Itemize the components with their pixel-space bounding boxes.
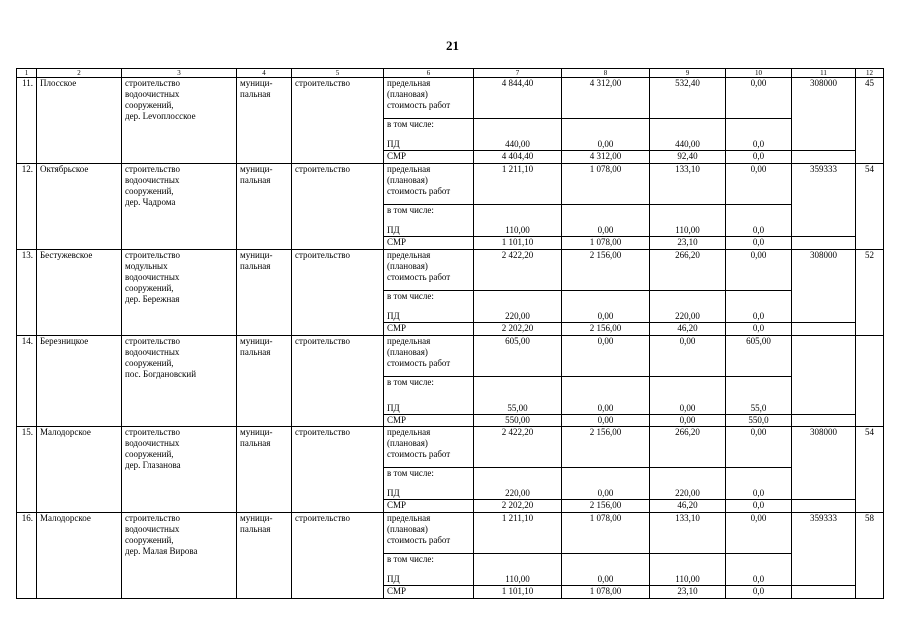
settlement-name: Плосское: [37, 78, 122, 164]
smr-value: 46,20: [650, 500, 726, 513]
work-type-label: строительство: [292, 513, 384, 599]
col11-empty: [792, 323, 856, 336]
column-number: 10: [726, 69, 792, 78]
ownership-label: муници- пальная: [237, 164, 292, 250]
row-number: 11.: [17, 78, 37, 164]
limit-cost-label: предельная (плановая) стоимость работ: [384, 78, 474, 119]
table-row: [17, 78, 884, 119]
total-value: 266,20: [650, 250, 726, 291]
total-value: 2 422,20: [474, 250, 562, 291]
limit-cost-label: предельная (плановая) стоимость работ: [384, 336, 474, 377]
column-number-row: [17, 69, 884, 78]
total-value: 0,00: [726, 250, 792, 291]
col12-value: [856, 336, 884, 427]
total-value: 0,00: [562, 336, 650, 377]
ownership-label: муници- пальная: [237, 427, 292, 513]
pd-value: 220,00: [474, 468, 562, 500]
total-value: 133,10: [650, 513, 726, 554]
pd-value: 0,0: [726, 119, 792, 151]
column-number: 2: [37, 69, 122, 78]
work-type-label: строительство: [292, 78, 384, 164]
limit-cost-label: предельная (плановая) стоимость работ: [384, 164, 474, 205]
work-type-label: строительство: [292, 164, 384, 250]
ownership-label: муници- пальная: [237, 250, 292, 336]
including-label: в том числе:: [384, 468, 474, 486]
column-number: 5: [292, 69, 384, 78]
smr-value: 4 312,00: [562, 151, 650, 164]
smr-label: СМР: [384, 586, 474, 599]
object-description: строительство водоочистных сооружений, дер. Малая Вирова: [122, 513, 237, 599]
ownership-label: муници- пальная: [237, 513, 292, 599]
pd-value: 0,0: [726, 291, 792, 323]
smr-value: 0,00: [650, 415, 726, 427]
table-row: [17, 250, 884, 291]
pd-value: 0,00: [562, 468, 650, 500]
pd-value: 0,0: [726, 468, 792, 500]
column-number: 4: [237, 69, 292, 78]
pd-value: 440,00: [474, 119, 562, 151]
total-value: 1 078,00: [562, 513, 650, 554]
column-number: 8: [562, 69, 650, 78]
col12-value: 54: [856, 164, 884, 250]
smr-value: 1 078,00: [562, 586, 650, 599]
smr-label: СМР: [384, 500, 474, 513]
column-number: 7: [474, 69, 562, 78]
col11-value: [792, 336, 856, 415]
settlement-name: Березницкое: [37, 336, 122, 427]
col11-value: 359333: [792, 513, 856, 586]
column-number: 11: [792, 69, 856, 78]
work-type-label: строительство: [292, 427, 384, 513]
including-label: в том числе:: [384, 377, 474, 395]
smr-value: 0,0: [726, 323, 792, 336]
pd-value: 220,00: [650, 291, 726, 323]
settlement-name: Бестужевское: [37, 250, 122, 336]
total-value: 605,00: [726, 336, 792, 377]
smr-label: СМР: [384, 237, 474, 250]
pd-value: 440,00: [650, 119, 726, 151]
object-description: строительство водоочистных сооружений, дер. Глазанова: [122, 427, 237, 513]
table-row: [17, 513, 884, 554]
pd-value: 0,00: [562, 554, 650, 586]
including-label: в том числе:: [384, 205, 474, 223]
total-value: 0,00: [726, 164, 792, 205]
object-description: строительство водоочистных сооружений, пос. Богдановский: [122, 336, 237, 427]
smr-value: 2 156,00: [562, 500, 650, 513]
total-value: 0,00: [726, 427, 792, 468]
total-value: 266,20: [650, 427, 726, 468]
object-description: строительство модульных водоочистных сооружений, дер. Бережная: [122, 250, 237, 336]
table-row: [17, 427, 884, 468]
pd-value: 0,00: [562, 377, 650, 415]
pd-value: 0,00: [650, 377, 726, 415]
column-number: 6: [384, 69, 474, 78]
smr-value: 2 202,20: [474, 500, 562, 513]
pd-label: ПД: [384, 137, 474, 151]
smr-value: 550,0: [726, 415, 792, 427]
total-value: 2 156,00: [562, 427, 650, 468]
smr-value: 2 202,20: [474, 323, 562, 336]
column-number: 12: [856, 69, 884, 78]
pd-value: 0,00: [562, 119, 650, 151]
pd-value: 0,0: [726, 205, 792, 237]
total-value: 605,00: [474, 336, 562, 377]
limit-cost-label: предельная (плановая) стоимость работ: [384, 427, 474, 468]
total-value: 4 844,40: [474, 78, 562, 119]
smr-value: 46,20: [650, 323, 726, 336]
col12-value: 45: [856, 78, 884, 164]
smr-value: 1 101,10: [474, 586, 562, 599]
including-label: в том числе:: [384, 291, 474, 309]
object-description: строительство водоочистных сооружений, дер. Levoплосское: [122, 78, 237, 164]
row-number: 14.: [17, 336, 37, 427]
including-label: в том числе:: [384, 554, 474, 572]
object-description: строительство водоочистных сооружений, дер. Чадрома: [122, 164, 237, 250]
pd-label: ПД: [384, 486, 474, 500]
pd-value: 55,00: [474, 377, 562, 415]
limit-cost-label: предельная (плановая) стоимость работ: [384, 250, 474, 291]
ownership-label: муници- пальная: [237, 78, 292, 164]
pd-label: ПД: [384, 309, 474, 323]
smr-label: СМР: [384, 151, 474, 164]
col11-value: 308000: [792, 250, 856, 323]
smr-label: СМР: [384, 415, 474, 427]
work-type-label: строительство: [292, 336, 384, 427]
total-value: 2 422,20: [474, 427, 562, 468]
pd-value: 220,00: [650, 468, 726, 500]
pd-value: 110,00: [650, 554, 726, 586]
total-value: 1 211,10: [474, 513, 562, 554]
total-value: 0,00: [726, 78, 792, 119]
column-number: 1: [17, 69, 37, 78]
pd-label: ПД: [384, 395, 474, 415]
pd-label: ПД: [384, 572, 474, 586]
col11-empty: [792, 500, 856, 513]
smr-value: 1 078,00: [562, 237, 650, 250]
col12-value: 58: [856, 513, 884, 599]
smr-value: 0,0: [726, 586, 792, 599]
settlement-name: Октябрьское: [37, 164, 122, 250]
total-value: 532,40: [650, 78, 726, 119]
smr-value: 0,0: [726, 151, 792, 164]
smr-value: 0,00: [562, 415, 650, 427]
col11-value: 308000: [792, 427, 856, 500]
col11-empty: [792, 151, 856, 164]
row-number: 13.: [17, 250, 37, 336]
smr-value: 0,0: [726, 237, 792, 250]
total-value: 1 211,10: [474, 164, 562, 205]
column-number: 9: [650, 69, 726, 78]
settlement-name: Малодорское: [37, 513, 122, 599]
smr-value: 1 101,10: [474, 237, 562, 250]
pd-value: 220,00: [474, 291, 562, 323]
total-value: 0,00: [726, 513, 792, 554]
pd-label: ПД: [384, 223, 474, 237]
row-number: 12.: [17, 164, 37, 250]
smr-value: 23,10: [650, 237, 726, 250]
ownership-label: муници- пальная: [237, 336, 292, 427]
total-value: 1 078,00: [562, 164, 650, 205]
pd-value: 0,00: [562, 291, 650, 323]
column-number: 3: [122, 69, 237, 78]
smr-value: 4 404,40: [474, 151, 562, 164]
pd-value: 110,00: [474, 205, 562, 237]
investment-table: [16, 68, 884, 599]
col11-value: 308000: [792, 78, 856, 151]
total-value: 2 156,00: [562, 250, 650, 291]
row-number: 15.: [17, 427, 37, 513]
smr-label: СМР: [384, 323, 474, 336]
pd-value: 0,0: [726, 554, 792, 586]
col12-value: 52: [856, 250, 884, 336]
smr-value: 92,40: [650, 151, 726, 164]
pd-value: 0,00: [562, 205, 650, 237]
col11-empty: [792, 415, 856, 427]
table-row: [17, 164, 884, 205]
settlement-name: Малодорское: [37, 427, 122, 513]
smr-value: 0,0: [726, 500, 792, 513]
col12-value: 54: [856, 427, 884, 513]
pd-value: 55,0: [726, 377, 792, 415]
smr-value: 2 156,00: [562, 323, 650, 336]
page-number: 21: [446, 38, 459, 53]
pd-value: 110,00: [650, 205, 726, 237]
total-value: 133,10: [650, 164, 726, 205]
col11-value: 359333: [792, 164, 856, 237]
table-row: [17, 336, 884, 377]
work-type-label: строительство: [292, 250, 384, 336]
smr-value: 550,00: [474, 415, 562, 427]
limit-cost-label: предельная (плановая) стоимость работ: [384, 513, 474, 554]
total-value: 4 312,00: [562, 78, 650, 119]
total-value: 0,00: [650, 336, 726, 377]
row-number: 16.: [17, 513, 37, 599]
col11-empty: [792, 237, 856, 250]
pd-value: 110,00: [474, 554, 562, 586]
smr-value: 23,10: [650, 586, 726, 599]
including-label: в том числе:: [384, 119, 474, 137]
col11-empty: [792, 586, 856, 599]
